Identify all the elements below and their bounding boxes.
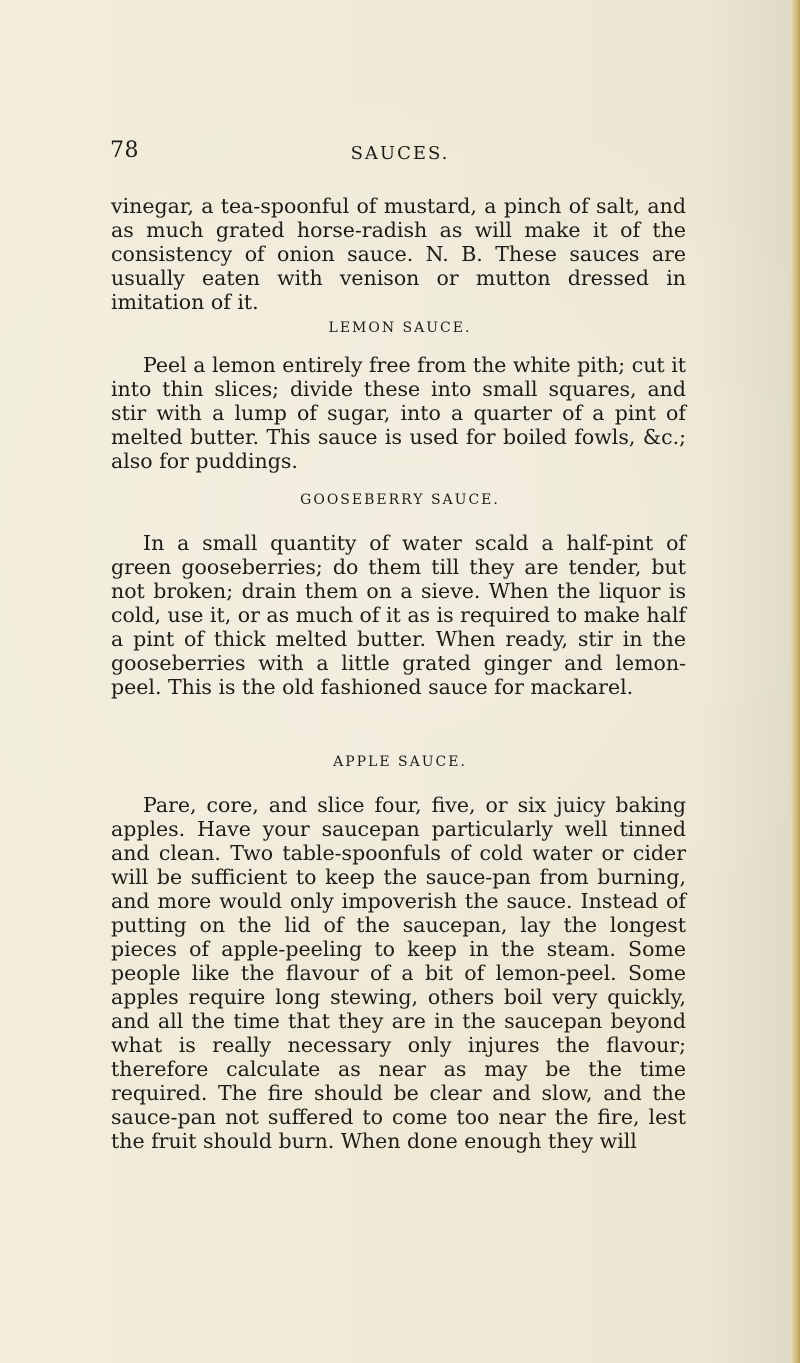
gooseberry-sauce-paragraph: In a small quantity of water scald a half-pint of green gooseberries; do them till they are tender, but not broken; drain them on a sieve. When the liquor is cold, use it, or as much of it as is required to make half a pint of thick melted butter. When ready, stir in the gooseberries with a little grated ginger and lemon-peel. This is the old fashioned sauce for mackarel. [111, 531, 686, 699]
apple-sauce-paragraph: Pare, core, and slice four, five, or six juicy baking apples. Have your saucepan particularly well tinned and clean. Two table-spoonfuls of cold water or cider will be sufficient to keep the sauce-pan from burning, and more would only impoverish the sauce. Instead of putting on the lid of the saucepan, lay the longest pieces of apple-peeling to keep in the steam. Some people like the flavour of a bit of lemon-peel. Some apples require long stewing, others boil very quickly, and all the time that they are in the saucepan beyond what is really necessary only injures the flavour; therefore calculate as near as may be the time required. The fire should be clear and slow, and the sauce-pan not suffered to come too near the fire, lest the fruit should burn. When done enough they will [111, 793, 686, 1153]
gooseberry-sauce-heading: GOOSEBERRY SAUCE. [300, 492, 500, 508]
lemon-sauce-paragraph: Peel a lemon entirely free from the white pith; cut it into thin slices; divide these into small squares, and stir with a lump of sugar, into a quarter of a pint of melted butter. This sauce is used for boiled fowls, &c.; also for puddings. [111, 353, 686, 473]
page-edge-shadow [790, 0, 800, 1363]
page-number: 78 [110, 138, 139, 163]
intro-paragraph: vinegar, a tea-spoonful of mustard, a pinch of salt, and as much grated horse-radish as will make it of the consistency of onion sauce. N. B. These sauces are usually eaten with venison or mutton dressed in imitation of it. [111, 194, 686, 314]
lemon-sauce-heading: LEMON SAUCE. [328, 320, 472, 336]
apple-sauce-heading: APPLE SAUCE. [333, 754, 467, 770]
running-head: SAUCES. [350, 143, 450, 164]
